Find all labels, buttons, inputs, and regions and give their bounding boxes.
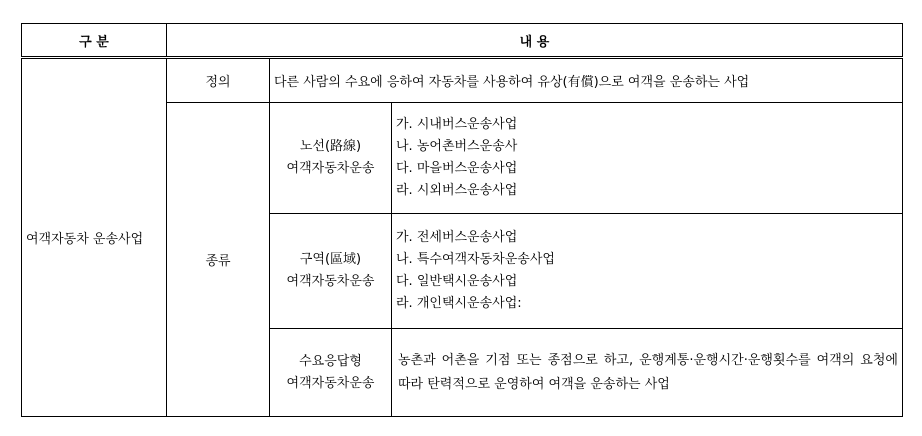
type-items-area [392,214,903,329]
type-name-line2: 여객자동차운송 [286,274,375,289]
definition-text: 다른 사람의 수요에 응하여 자동차를 사용하여 유상(有償)으로 여객을 운송하는 사업 [270,58,903,103]
list-item: 나. 특수여객자동차운송사업 [396,252,555,267]
type-name-line1: 수요응답형 [299,353,362,369]
type-name-demand [270,329,392,417]
type-name-line1: 노선(路線) [299,139,362,154]
definition-row [22,58,903,103]
type-name-route [270,103,392,214]
list-item: 라. 시외버스운송사업 [396,183,518,198]
header-content: 내 용 [167,24,903,58]
list-item: 나. 농어촌버스운송사 [396,139,518,154]
list-item: 가. 전세버스운송사업 [396,230,518,245]
type-desc-demand: 농촌과 어촌을 기점 또는 종점으로 하고, 운행계통·운행시간·운행횟수를 여객의 요청에 따라 탄력적으로 운영하여 여객을 운송하는 사업 [392,329,903,417]
category-cell: 여객자동차 운송사업 [22,58,167,417]
list-item: 라. 개인택시운송사업: [396,296,522,311]
list-item: 다. 일반택시운송사업 [396,274,518,289]
transport-business-table [21,23,903,417]
type-name-line1: 구역(區域) [299,252,362,267]
type-items-route [392,103,903,214]
table-header-row [22,24,903,58]
type-name-line2: 여객자동차운송 [286,375,375,391]
type-name-line2: 여객자동차운송 [286,161,375,176]
header-category: 구 분 [22,24,167,58]
list-item: 다. 마을버스운송사업 [396,161,518,176]
type-name-area [270,214,392,329]
types-label: 종류 [167,103,270,417]
list-item: 가. 시내버스운송사업 [396,117,518,132]
definition-label: 정의 [167,58,270,103]
